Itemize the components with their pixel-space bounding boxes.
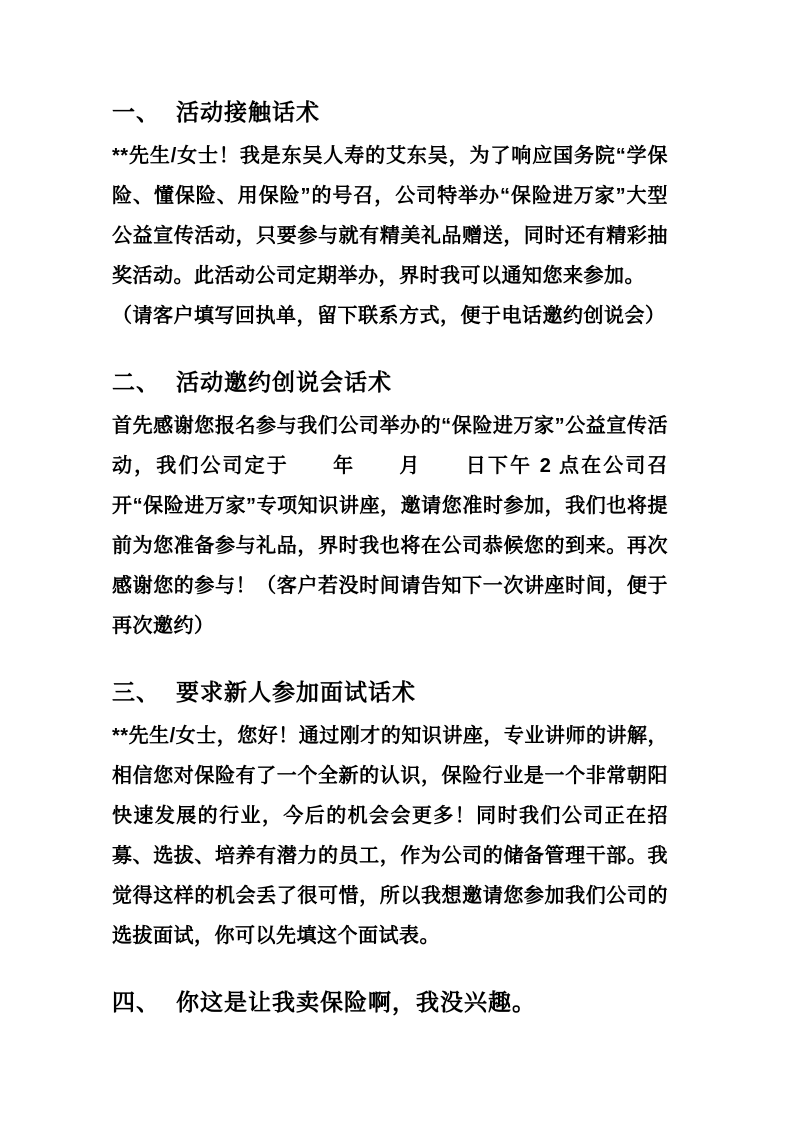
heading-number: 一、 — [112, 99, 160, 125]
section-heading — [112, 366, 668, 398]
section-heading — [112, 96, 668, 128]
heading-number: 二、 — [112, 369, 160, 395]
section-4 — [112, 986, 668, 1018]
heading-number: 三、 — [112, 679, 160, 705]
paragraph: **先生/女士！我是东吴人寿的艾东吴，为了响应国务院“学保险、懂保险、用保险”的号召，公司特举办“保险进万家”大型公益宣传活动，只要参与就有精美礼品赠送，同时还有精彩抽奖活动。此活动公司定期举办，界时我可以通知您来参加。 — [112, 145, 668, 287]
heading-title: 活动接触话术 — [176, 99, 320, 125]
heading-title: 要求新人参加面试话术 — [176, 679, 416, 705]
note-paragraph: （请客户填写回执单，留下联系方式，便于电话邀约创说会） — [112, 305, 666, 327]
section-heading — [112, 986, 668, 1018]
paragraph: **先生/女士，您好！通过刚才的知识讲座，专业讲师的讲解，相信您对保险有了一个全新的认识，保险行业是一个非常朝阳快速发展的行业，今后的机会会更多！同时我们公司正在招募、选拔、培养有潜力的员工，作为公司的储备管理干部。我觉得这样的机会丢了很可惜，所以我想邀请您参加我们公司的选拔面试，你可以先填这个面试表。 — [112, 725, 668, 947]
paragraph: 首先感谢您报名参与我们公司举办的“保险进万家”公益宣传活动，我们公司定于 年 月 日下午 2 点在公司召开“保险进万家”专项知识讲座，邀请您准时参加，我们也将提前为您准备参与礼品，界时我也将在公司恭候您的到来。再次感谢您的参与！（客户若没时间请告知下一次讲座时间，便于再次邀约） — [112, 415, 668, 637]
heading-title: 你这是让我卖保险啊，我没兴趣。 — [176, 989, 536, 1015]
section-2 — [112, 366, 668, 646]
section-heading — [112, 676, 668, 708]
document-content — [112, 96, 668, 1026]
section-3 — [112, 676, 668, 956]
heading-number: 四、 — [112, 989, 160, 1015]
heading-title: 活动邀约创说会话术 — [176, 369, 392, 395]
section-1 — [112, 96, 668, 336]
